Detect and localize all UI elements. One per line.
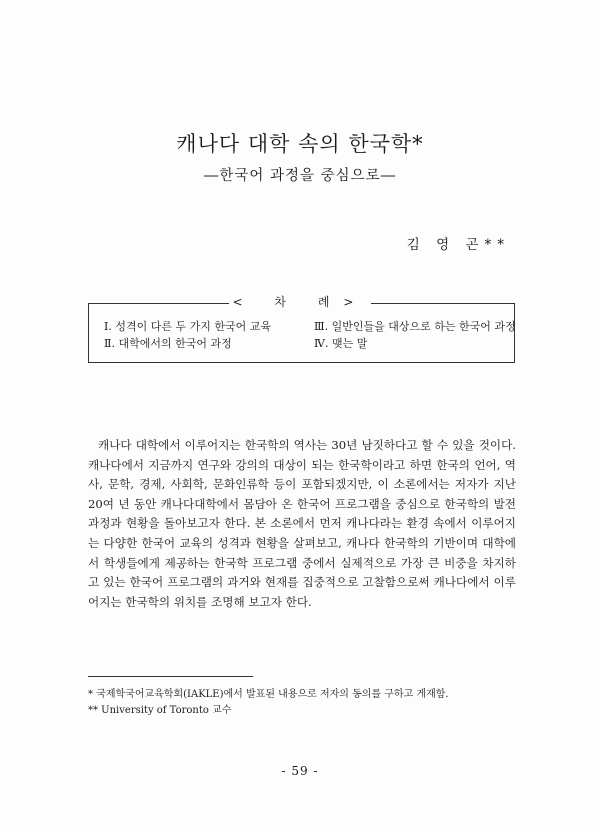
paper-subtitle: ―한국어 과정을 중심으로― [203,168,397,184]
toc-item-1[interactable]: Ⅰ. 성격이 다른 두 가지 한국어 교육 [104,320,271,333]
footnote-1: * 국제학국어교육학회(IAKLE)에서 발표된 내용으로 저자의 동의를 구하고 게재함. [88,689,449,700]
toc-item-3[interactable]: Ⅲ. 일반인들을 대상으로 하는 한국어 과정 [314,320,516,333]
footnote-2: ** University of Toronto 교수 [88,705,232,716]
page-number: - 59 - [281,764,319,778]
toc-heading-label: < 차 례> [229,295,372,309]
toc-item-4[interactable]: Ⅳ. 맺는 말 [314,337,368,350]
toc-item-2[interactable]: Ⅱ. 대학에서의 한국어 과정 [104,337,232,350]
author-name: 김 영 곤** [406,237,510,253]
paper-title: 캐나다 대학 속의 한국학* [176,132,424,156]
toc-heading [0,294,600,310]
footnote-divider [88,676,253,677]
body-paragraph: 캐나다 대학에서 이루어지는 한국학의 역사는 30년 남짓하다고 할 수 있을 것이다. 캐나다에서 지금까지 연구와 강의의 대상이 되는 한국학이라고 하면 한국의 언어, 역사, 문학, 경제, 사회학, 문화인류학 등이 포함되겠지만, 이 소론에서는 저자가 지난 20여 년 동안 캐나다대학에서 몸담아 온 한국어 프로그램을 중심으로 한국학의 발전과정과 현황을 돌아보고자 한다. 본 소론에서 먼저 캐나다라는 환경 속에서 이루어지는 다양한 한국어 교육의 성격과 현황을 살펴보고, 캐나다 한국학의 기반이며 대학에서 학생들에게 제공하는 한국학 프로그램 중에서 실제적으로 가장 큰 비중을 차지하고 있는 한국어 프로그램의 과거와 현재를 집중적으로 고찰함으로써 캐나다에서 이루어지는 한국학의 위치를 조명해 보고자 한다. [88,438,516,609]
